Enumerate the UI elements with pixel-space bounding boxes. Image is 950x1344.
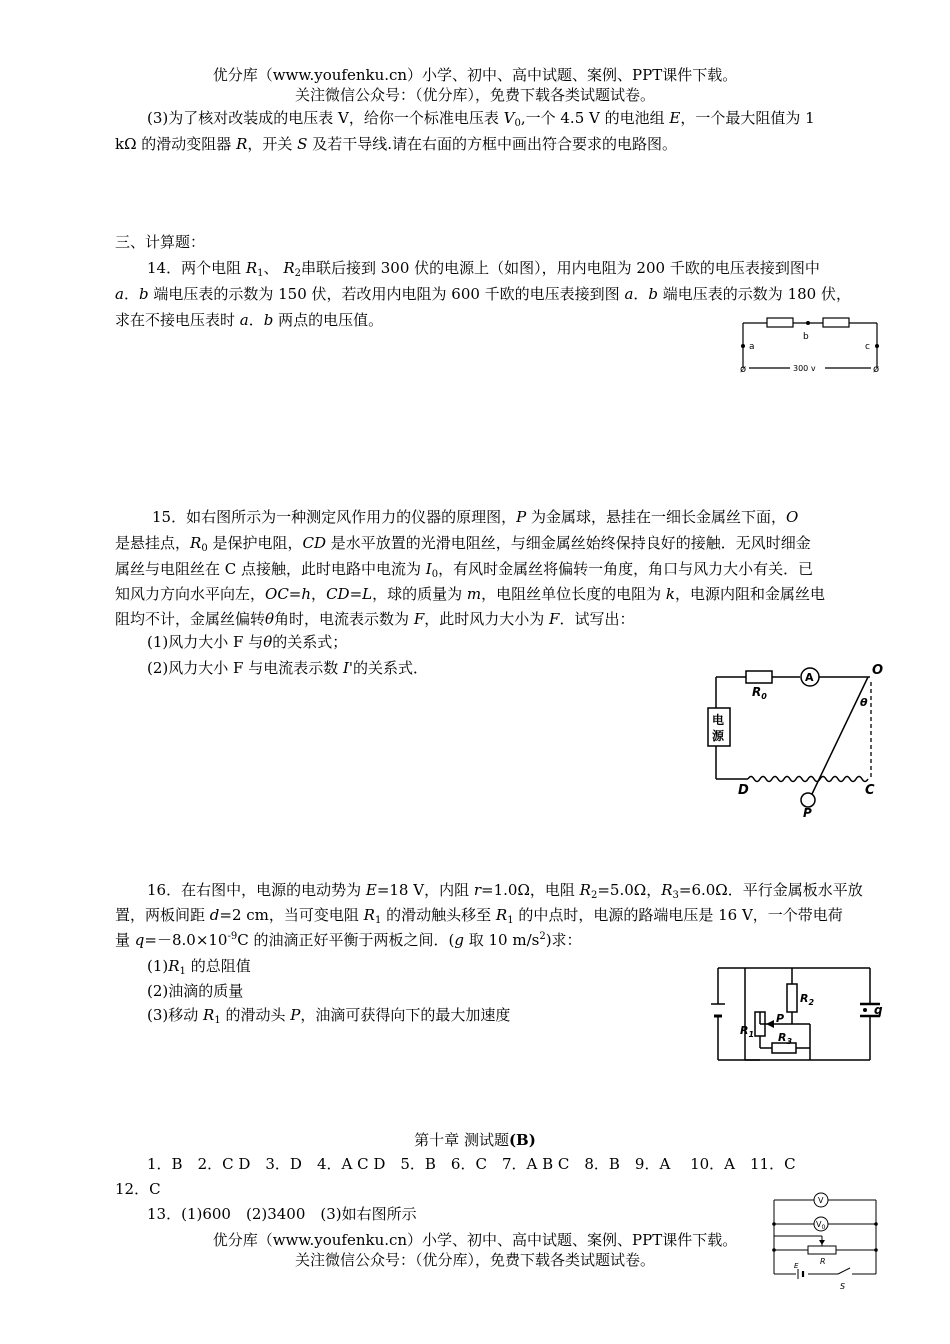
- header-line-2: 关注微信公众号：（优分库），免费下载各类试题试卷。: [294, 86, 655, 104]
- q15-fig-label-d: D: [738, 783, 749, 798]
- answers-title: 第十章 测试题(B): [414, 1131, 536, 1149]
- q15-line-3: 属丝与电阻丝在 C 点接触，此时电路中电流为 $I_0$，有风时金属丝将偏转一角度，角口与风力大小有关．已: [115, 560, 814, 580]
- q16-fig-label-r2: $R_2$: [800, 992, 815, 1007]
- q14-circuit-diagram: [735, 312, 895, 382]
- q15-fig-label-c: C: [865, 783, 875, 798]
- q15-line-4: 知风力方向水平向左，OC=h，CD=L，球的质量为 m，电阻丝单位长度的电阻为 k，电源内阻和金属丝电: [115, 585, 826, 603]
- q16-sub-1: $(1)R_1$ 的总阻值: [147, 957, 251, 977]
- answer-fig-voltmeter-v: V: [818, 1196, 824, 1205]
- q14-fig-label-a: a: [749, 342, 755, 352]
- q16-fig-label-p: P: [776, 1012, 785, 1025]
- q15-fig-label-theta: θ: [860, 696, 868, 709]
- q16-sub-3: (3)移动 $R_1$ 的滑动头 P，油滴可获得向下的最大加速度: [147, 1006, 511, 1026]
- answers-line-3: 13．(1)600 (2)3400 (3)如右图所示: [147, 1205, 417, 1223]
- q16-sub-2: (2)油滴的质量: [147, 982, 244, 1000]
- q15-sub-1: (1)风力大小 F 与θ的关系式；: [147, 633, 348, 651]
- header-line-1: 优分库（www.youfenku.cn）小学、初中、高中试题、案例、PPT课件下载。: [212, 66, 738, 84]
- q15-line-1: 15．如右图所示为一种测定风作用力的仪器的原理图，P 为金属球，悬挂在一细长金属丝下面，O: [152, 508, 799, 526]
- footer-line-2: 关注微信公众号：（优分库），免费下载各类试题试卷。: [294, 1251, 655, 1269]
- q14-fig-label-c: c: [865, 342, 870, 352]
- q14-fig-label-b: b: [803, 332, 809, 342]
- q16-fig-label-r3: $R_3$: [778, 1031, 793, 1046]
- q14-line-2: a．b 端电压表的示数为 150 伏，若改用内电阻为 600 千欧的电压表接到图 a．b 端电压表的示数为 180 伏，: [115, 285, 851, 303]
- q16-circuit-diagram: [700, 960, 900, 1070]
- q15-line-5: 阻均不计，金属丝偏转θ角时，电流表示数为 F，此时风力大小为 F．试写出：: [115, 610, 635, 628]
- q14-line-1: 14．两个电阻 $R_1$、 $R_2$串联后接到 300 伏的电源上（如图），用内电阻为 200 千欧的电压表接到图中: [147, 259, 820, 279]
- q15-fig-label-r0: $R_0$: [752, 685, 767, 701]
- answers-line-2: 12．C: [115, 1180, 161, 1198]
- answer-fig-label-r: R: [820, 1257, 826, 1266]
- footer-line-1: 优分库（www.youfenku.cn）小学、初中、高中试题、案例、PPT课件下载。: [212, 1231, 738, 1249]
- q16-line-1: 16．在右图中，电源的电动势为 E=18 V，内阻 r=1.0Ω，电阻 $R_2=5.0\Omega$，$R_3=6.0\Omega$．平行金属板水平放: [147, 881, 863, 901]
- q14-line-3: 求在不接电压表时 a．b 两点的电压值。: [115, 311, 384, 329]
- q15-circuit-diagram: [700, 660, 890, 820]
- q14-fig-terminal-left: ø: [740, 364, 747, 375]
- q16-line-2: 置，两板间距 d=2 cm，当可变电阻 $R_1$ 的滑动触头移至 $R_1$ 的中点时，电源的路端电压是 16 V，一个带电荷: [115, 906, 843, 926]
- answers-line-1: 1．B 2．C D 3．D 4．A C D 5．B 6．C 7．A B C 8．B 9．A 10．A 11．C: [147, 1155, 796, 1173]
- q15-fig-source-label-2: 源: [712, 729, 725, 743]
- q15-fig-ammeter-label: A: [805, 671, 814, 684]
- q16-fig-label-q: q: [874, 1003, 883, 1017]
- section-3-title: 三、计算题：: [115, 233, 206, 251]
- answer-fig-voltmeter-v0: $V_0$: [816, 1220, 826, 1231]
- q15-fig-label-p: P: [803, 806, 812, 820]
- q15-sub-2: (2)风力大小 F 与电流表示数 I'的关系式．: [147, 659, 429, 677]
- q15-fig-label-o: O: [872, 663, 884, 678]
- q16-line-3: 量 $q=-8.0\times 10^{-9}C$ 的油滴正好平衡于两板之间．(g 取 10 $m/s^2$)求：: [115, 931, 582, 949]
- q13-part3-line-2: kΩ 的滑动变阻器 R，开关 S 及若干导线.请在右面的方框中画出符合要求的电路图。: [115, 135, 677, 153]
- q15-line-2: 是悬挂点，$R_0$ 是保护电阻，CD 是水平放置的光滑电阻丝，与细金属丝始终保持良好的接触．无风时细金: [115, 534, 811, 554]
- q13-part3-line-1: (3)为了核对改装成的电压表 V，给你一个标准电压表 $V_0$,一个 4.5 V 的电池组 E，一个最大阻值为 1: [147, 109, 815, 129]
- q14-fig-source-label: 300 v: [793, 364, 816, 373]
- q15-fig-source-label-1: 电: [712, 713, 725, 727]
- answer-fig-label-s: S: [840, 1282, 846, 1291]
- q16-fig-label-r1: $R_1$: [740, 1024, 755, 1039]
- q14-fig-terminal-right: ø: [873, 364, 880, 375]
- answer-fig-label-e: E: [794, 1262, 799, 1270]
